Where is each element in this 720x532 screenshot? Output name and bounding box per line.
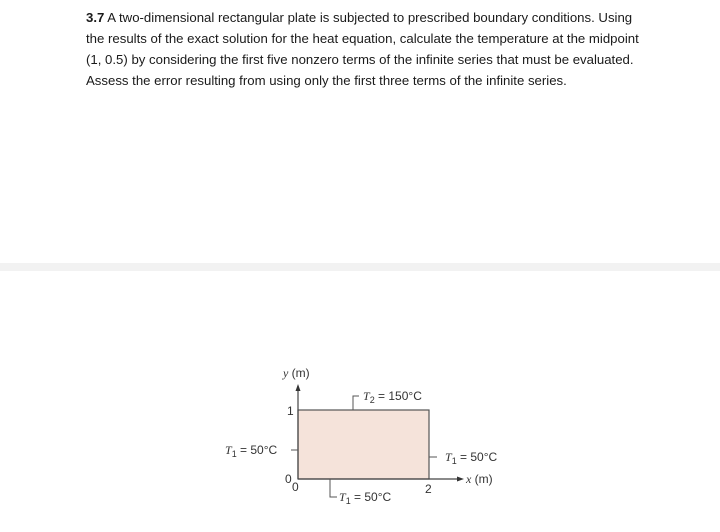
top-bc-label: $T_2 = 150^\circ C$ <box>363 389 422 405</box>
left-bc-label: $T_1 = 50^\circ C$ <box>225 443 278 459</box>
right-bc-label: $T_1 = 50^\circ C$ <box>445 450 498 466</box>
plate-figure <box>0 271 720 527</box>
y-axis-arrow-icon <box>296 384 301 391</box>
x-axis-label: x (m) <box>466 472 493 486</box>
y-axis-label: y (m) <box>283 366 310 380</box>
x-tick-2: 2 <box>425 482 432 496</box>
plate-rectangle <box>298 410 429 479</box>
problem-text: A two-dimensional rectangular plate is subjected to prescribed boundary conditions. Using the results of the exact solution for the heat equation, calculate the temperature at the midpoint (1, 0.5) by considering the first five nonzero terms of the infinite series that must be evaluated. Assess the error resulting from using only the first three terms of the infinite series. <box>86 10 639 88</box>
origin-y-label: 0 <box>285 472 292 486</box>
bottom-bc-label: $T_1 = 50^\circ C$ <box>339 490 392 506</box>
x-axis-arrow-icon <box>457 477 464 482</box>
y-tick-1: 1 <box>287 404 294 418</box>
bottom-bc-leader <box>330 479 337 497</box>
problem-statement <box>86 7 646 91</box>
origin-x-label: 0 <box>292 480 299 494</box>
top-bc-leader <box>353 396 359 410</box>
section-divider <box>0 263 720 271</box>
problem-number: 3.7 <box>86 10 105 25</box>
